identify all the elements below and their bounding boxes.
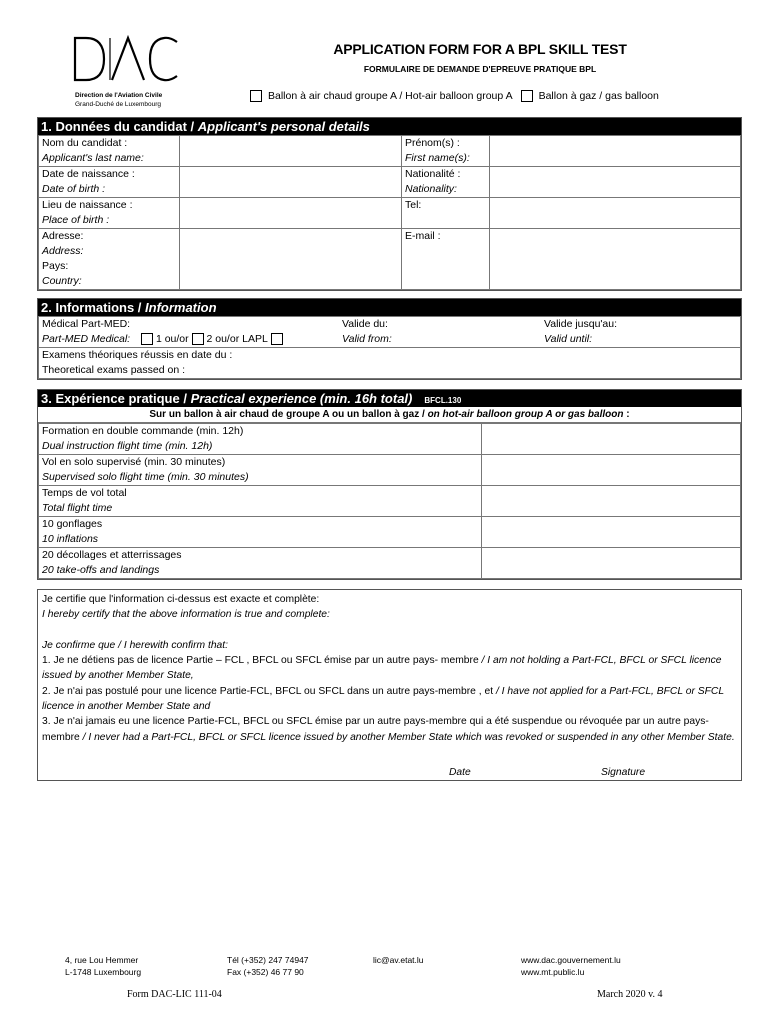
section-information (37, 298, 742, 380)
dob-field[interactable] (180, 167, 402, 198)
logo-line-2: Grand-Duché de Luxembourg (75, 101, 161, 108)
date-label: Date (449, 767, 471, 778)
confirm-heading: Je confirme que / I herewith confirm that: (42, 639, 228, 651)
lapl-checkbox[interactable] (271, 333, 283, 345)
pob-label: Lieu de naissance : Place of birth : (39, 198, 180, 229)
experience-table (38, 423, 741, 579)
experience-row-field[interactable] (482, 517, 741, 548)
experience-row-field[interactable] (482, 548, 741, 579)
logo-line-1: Direction de l'Aviation Civile (75, 92, 163, 99)
tel-field[interactable] (490, 198, 741, 229)
footer-websites[interactable]: www.dac.gouvernement.lu www.mt.public.lu (521, 955, 621, 977)
valid-from-label: Valide du: Valid from: (342, 318, 392, 345)
certify-fr: Je certifie que l'information ci-dessus est exacte et complète: (42, 594, 320, 605)
confirm-item-1: 1. Je ne détiens pas de licence Partie – FCL , BFCL ou SFCL émise par un autre pays- membre / I am not holding a Part-FCL, BFCL or SFCL licence issued by another Member State, (42, 655, 722, 682)
applicant-table (38, 135, 741, 290)
hot-air-label: Ballon à air chaud groupe A / Hot-air balloon group A (268, 90, 513, 102)
address-field[interactable] (180, 229, 402, 290)
nationality-label: Nationalité : Nationality: (402, 167, 490, 198)
medical-label-en: Part-MED Medical: 1 ou/or 2 ou/or LAPL (42, 332, 737, 347)
section3-heading: 3. Expérience pratique / Practical experience (min. 16h total) BFCL.130 (38, 390, 741, 407)
valid-until-label: Valide jusqu'au: Valid until: (544, 318, 618, 345)
confirm-item-2: 2. Je n'ai pas postulé pour une licence Partie-FCL, BFCL ou SFCL dans un autre pays-membre , et / I have not applied for a Part-FCL, BFCL or SFCL licence in another Member State and (42, 685, 724, 713)
first-name-field[interactable] (490, 136, 741, 167)
section3-subheading: Sur un ballon à air chaud de groupe A ou un ballon à gaz / on hot-air balloon group A or gas balloon : (38, 407, 741, 423)
class2-checkbox[interactable] (192, 333, 204, 345)
footer-email[interactable]: lic@av.etat.lu (373, 955, 424, 965)
class2-label: 2 ou/or LAPL (206, 333, 268, 345)
experience-row-label: Vol en solo supervisé (min. 30 minutes) Supervised solo flight time (min. 30 minutes) (39, 455, 482, 486)
address-label: Adresse: Address: Pays: Country: (39, 229, 180, 290)
form-title: APPLICATION FORM FOR A BPL SKILL TEST (333, 41, 627, 57)
gas-balloon-checkbox[interactable] (521, 90, 533, 102)
experience-row-field[interactable] (482, 424, 741, 455)
experience-row-field[interactable] (482, 486, 741, 517)
confirm-item-3: 3. Je n'ai jamais eu une licence Partie-FCL, BFCL ou SFCL émise par un autre pays-membre qui a été suspendue ou révoquée par un autre pays-membre / I never had a Part-FCL, BFCL or SFCL licence issued by another Member State which was revoked or suspended in any other Member State. (42, 716, 735, 743)
section-practical-experience (37, 389, 742, 580)
theoretical-exams-row[interactable]: Examens théoriques réussis en date du : Theoretical exams passed on : (39, 348, 741, 379)
experience-row-label: 10 gonflages 10 inflations (39, 517, 482, 548)
experience-row-label: 20 décollages et atterrissages 20 take-offs and landings (39, 548, 482, 579)
pob-field[interactable] (180, 198, 402, 229)
tel-label: Tel: (402, 198, 490, 229)
footer-address: 4, rue Lou Hemmer L-1748 Luxembourg (65, 955, 142, 977)
signature-label: Signature (601, 767, 646, 778)
certify-en: I hereby certify that the above information is true and complete: (42, 609, 330, 621)
experience-row-label: Formation en double commande (min. 12h) Dual instruction flight time (min. 12h) (39, 424, 482, 455)
form-version: March 2020 v. 4 (597, 989, 663, 1000)
medical-row (39, 317, 741, 348)
information-table (38, 316, 741, 379)
certification-box (37, 589, 742, 781)
nationality-field[interactable] (490, 167, 741, 198)
form-id: Form DAC-LIC 111-04 (127, 989, 222, 1000)
hot-air-checkbox[interactable] (250, 90, 262, 102)
section1-heading: 1. Données du candidat / Applicant's personal details (38, 118, 741, 135)
balloon-type-options (250, 90, 659, 102)
experience-row-field[interactable] (482, 455, 741, 486)
medical-label-fr: Médical Part-MED: (42, 318, 131, 330)
dob-label: Date de naissance : Date of birth : (39, 167, 180, 198)
last-name-label: Nom du candidat : Applicant's last name: (39, 136, 180, 167)
class1-label: 1 ou/or (155, 333, 189, 345)
email-label: E-mail : (402, 229, 490, 290)
gas-balloon-label: Ballon à gaz / gas balloon (538, 90, 659, 102)
footer-phone: Tél (+352) 247 74947 Fax (+352) 46 77 90 (227, 955, 309, 977)
experience-row-label: Temps de vol total Total flight time (39, 486, 482, 517)
form-subtitle: FORMULAIRE DE DEMANDE D'EPREUVE PRATIQUE BPL (363, 64, 597, 74)
section-applicant-details (37, 117, 742, 291)
last-name-field[interactable] (180, 136, 402, 167)
first-name-label: Prénom(s) : First name(s): (402, 136, 490, 167)
email-field[interactable] (490, 229, 741, 290)
section2-heading: 2. Informations / Information (38, 299, 741, 316)
class1-checkbox[interactable] (141, 333, 153, 345)
